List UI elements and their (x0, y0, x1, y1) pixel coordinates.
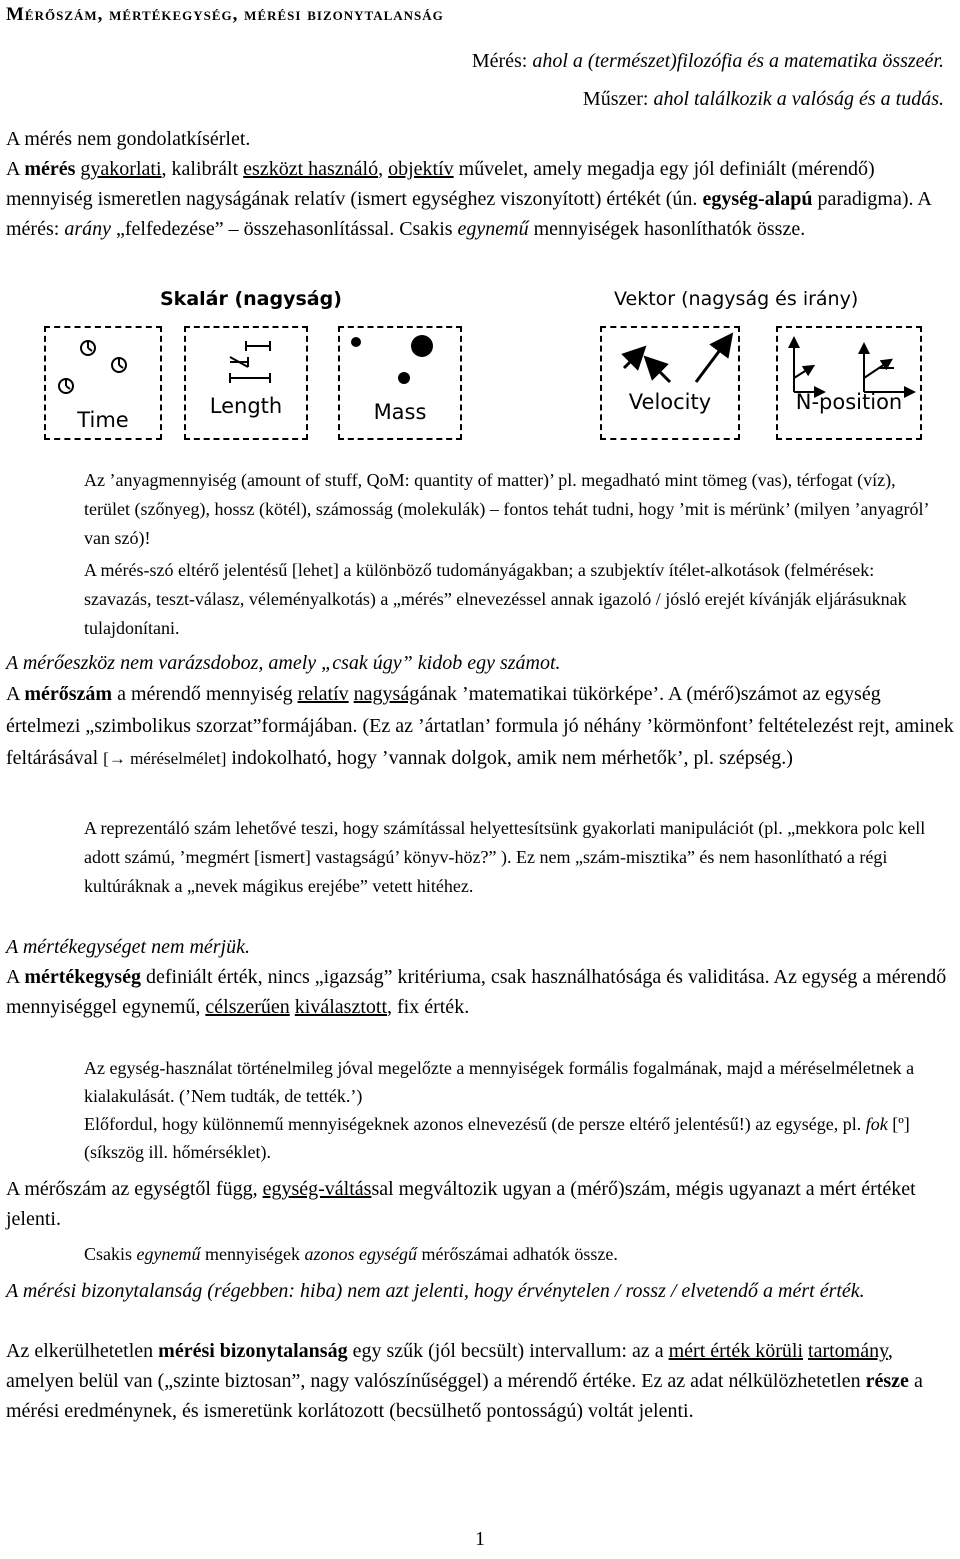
link-nagysag[interactable]: nagyság (353, 683, 420, 705)
vector-heading: Vektor (nagyság és irány) (614, 288, 859, 310)
mertekegyseg-heading: A mértékegységet nem mérjük. (6, 936, 250, 958)
link-gyakorlati[interactable]: gyakorlati (80, 158, 162, 180)
box-label-length: Length (209, 394, 283, 418)
epigraph-line-2 (583, 88, 944, 111)
egysegvaltas-note: Csakis egynemű mennyiségek azonos egységű mérőszámai adhatók össze. (84, 1244, 618, 1264)
link-tartomany[interactable]: tartomány (808, 1340, 888, 1362)
link-relativ[interactable]: relatív (297, 683, 349, 705)
velocity-icon (602, 328, 742, 442)
length-icon (186, 328, 310, 442)
epigraph-text-2: ahol találkozik a valóság és a tudás. (653, 88, 944, 110)
intro-paragraph: A mérés gyakorlati, kalibrált eszközt használó, objektív művelet, amely megadja egy jól definiált (mérendő) mennyiség ismeretlen nagyságának relatív (ismert egységhez viszonyított) értékét (ún. egység-alapú paradigma). A mérés: arány „felfedezése” – összehasonlítással. Csakis egynemű mennyiségek hasonlíthatók össze. (6, 158, 931, 240)
box-time (44, 326, 162, 440)
box-label-velocity: Velocity (628, 390, 712, 414)
scalar-heading: Skalár (nagyság) (160, 288, 342, 310)
box-velocity (600, 326, 740, 440)
link-egyseg-valtas[interactable]: egység-váltás (262, 1178, 372, 1200)
mertekegyseg-note-1: Az egység-használat történelmileg jóval megelőzte a mennyiségek formális fogalmának, majd a méréselméletnek a kialakulását. (’Nem tudták, de tették.’) (84, 1058, 915, 1106)
epigraph-prefix-1: Mérés: (471, 50, 528, 72)
term-meres: mérés (24, 158, 76, 180)
box-length (184, 326, 308, 440)
epigraph-line-1 (472, 50, 944, 73)
page-number: 1 (475, 1528, 485, 1550)
term-resze: része (865, 1370, 909, 1392)
meroszam-paragraph: A mérőszám a mérendő mennyiség relatív nagyságának ’matematikai tükörképe’. A (mérő)számot az egység értelmezi „szimbolikus szorzat”formájában. (Ez az ’ártatlan’ formula jó néhány ’körmönfont’ feltételezést rejt, aminek feltárásával [→ méréselmélet] indokolható, hogy ’vannak dolgok, amik nem mérhetők’, pl. szépség.) (6, 683, 954, 769)
box-label-mass: Mass (373, 400, 427, 424)
link-eszkozt[interactable]: eszközt használó (243, 158, 379, 180)
mass-icon (340, 328, 464, 442)
term-egyseg-alapu: egység-alapú (702, 188, 813, 210)
page-title: Mérőszám, mértékegység, mérési bizonytalanság (6, 4, 444, 25)
epigraph-text-1: ahol a (természet)filozófia és a matematika összeér. (532, 50, 944, 72)
meroszam-note: A reprezentáló szám lehetővé teszi, hogy számítással helyettesítsünk gyakorlati manipulációt (pl. „mekkora polc kell adott számú, ’megmért [ismert] vastagságú’ könyv-höz?” ). Ez nem „szám-misztika” és nem hasonlítható a régi kultúráknak a „nevek mágikus erejébe” vetett hitéhez. (84, 818, 926, 896)
ref-meroselmelet[interactable]: [→ méréselmélet] (103, 749, 227, 768)
mertekegyseg-paragraph: A mértékegység definiált érték, nincs „igazság” kritériuma, csak használhatósága és validitása. Az egység a mérendő mennyiséggel egynemű, célszerűen kiválasztott, fix érték. (6, 966, 947, 1018)
qom-paragraph: Az ’anyagmennyiség (amount of stuff, QoM: quantity of matter)’ pl. megadható mint tömeg (vas), térfogat (víz), terület (szőnyeg), hossz (kötél), számosság (molekulák) – fontos tehát tudni, hogy ’mit is mérünk’ (milyen ’anyagról’ van szó)! (84, 470, 929, 548)
intro-heading: A mérés nem gondolatkísérlet. (6, 128, 251, 150)
position-icon (778, 328, 924, 442)
bizonytalansag-paragraph: Az elkerülhetetlen mérési bizonytalanság egy szűk (jól becsült) intervallum: az a mért érték körüli tartomány, amelyen belül van („szinte biztosan”, nagy valószínűséggel) a mérendő értéke. Ez az adat nélkülözhetetlen része a mérési eredménynek, és ismeretünk korlátozott (becsülhető pontosságú) voltát jelenti. (6, 1340, 923, 1422)
term-meresi-bizonytalansag: mérési bizonytalanság (158, 1340, 348, 1362)
link-kivalasztott[interactable]: kiválasztott (294, 996, 387, 1018)
box-label-n-position: N-position (795, 390, 903, 414)
epigraph-prefix-2: Műszer: (582, 88, 649, 110)
box-mass (338, 326, 462, 440)
term-meroszam: mérőszám (24, 683, 113, 705)
meres-szo-paragraph: A mérés-szó eltérő jelentésű [lehet] a különböző tudományágakban; a szubjektív ítélet-alkotások (felmérések: szavazás, teszt-válasz, véleményalkotás) a „mérés” elnevezéssel annak igazoló / jósló erejét kívánják eljárásuknak tulajdonítani. (84, 560, 907, 638)
meroszam-heading: A mérőeszköz nem varázsdoboz, amely „csak úgy” kidob egy számot. (6, 652, 561, 674)
bizonytalansag-heading: A mérési bizonytalanság (régebben: hiba) nem azt jelenti, hogy érvénytelen / rossz / elvetendő a mért érték. (6, 1280, 865, 1302)
box-n-position (776, 326, 922, 440)
link-objektiv[interactable]: objektív (388, 158, 454, 180)
term-mertekegyseg: mértékegység (24, 966, 141, 988)
box-label-time: Time (77, 408, 129, 432)
mertekegyseg-note-2: Előfordul, hogy különnemű mennyiségeknek azonos elnevezésű (de persze eltérő jelentésű!) az egysége, pl. fok [º] (síkszög ill. hőmérséklet). (84, 1114, 910, 1162)
link-mert-ertek-koruli[interactable]: mért érték körüli (668, 1340, 804, 1362)
egysegvaltas-paragraph: A mérőszám az egységtől függ, egység-váltással megváltozik ugyan a (mérő)szám, mégis ugyanazt a mért értéket jelenti. (6, 1178, 916, 1230)
link-celszeruen[interactable]: célszerűen (205, 996, 290, 1018)
